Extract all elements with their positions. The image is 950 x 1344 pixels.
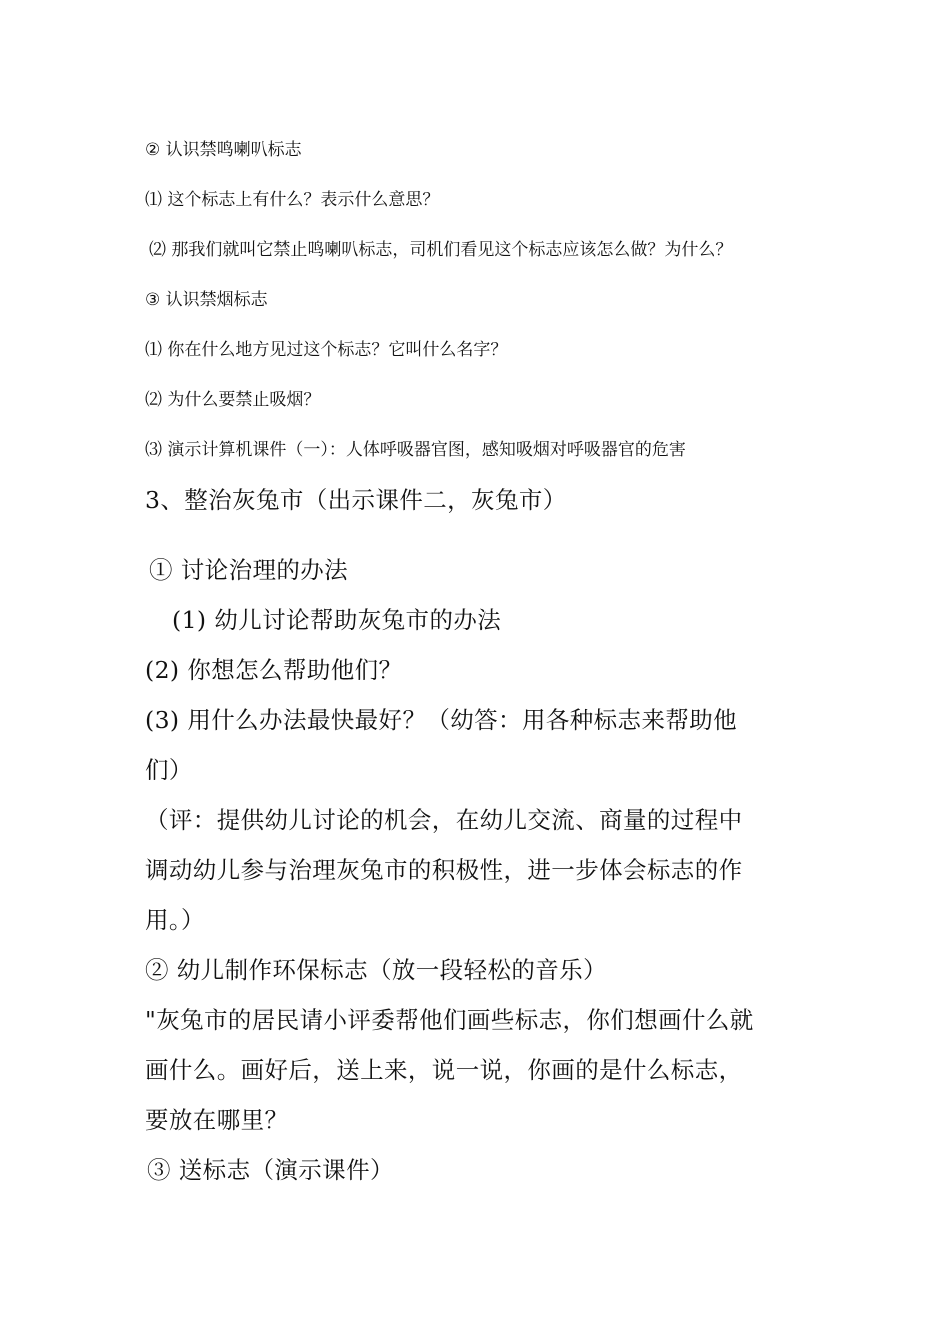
body-line: (1) 幼儿讨论帮助灰兔市的办法 — [172, 606, 502, 634]
heading-no-smoking-sign: ③ 认识禁烟标志 — [145, 290, 268, 310]
question-line: ⑴ 这个标志上有什么？表示什么意思？ — [145, 190, 440, 210]
question-line: ⑵ 为什么要禁止吸烟？ — [145, 390, 321, 410]
subsection-heading: ② 幼儿制作环保标志（放一段轻松的音乐） — [145, 956, 607, 984]
body-line: 画什么。画好后，送上来，说一说，你画的是什么标志， — [145, 1056, 743, 1084]
question-line: ⑶ 演示计算机课件（一）：人体呼吸器官图，感知吸烟对呼吸器官的危害 — [145, 440, 686, 460]
body-line: (3) 用什么办法最快最好？（幼答：用各种标志来帮助他 — [145, 706, 738, 734]
comment-line: 调动幼儿参与治理灰兔市的积极性，进一步体会标志的作 — [145, 856, 743, 884]
body-line: (2) 你想怎么帮助他们？ — [145, 656, 403, 684]
body-line: "灰兔市的居民请小评委帮他们画些标志，你们想画什么就 — [145, 1006, 754, 1034]
comment-line: 用。） — [145, 906, 205, 934]
body-line: 要放在哪里？ — [145, 1106, 289, 1134]
comment-line: （评：提供幼儿讨论的机会，在幼儿交流、商量的过程中 — [145, 806, 743, 834]
question-line: ⑴ 你在什么地方见过这个标志？它叫什么名字？ — [145, 340, 508, 360]
section-heading: 3、整治灰兔市（出示课件二，灰兔市） — [145, 486, 567, 514]
subsection-heading: ① 讨论治理的办法 — [149, 556, 349, 584]
question-line: ⑵ 那我们就叫它禁止鸣喇叭标志，司机们看见这个标志应该怎么做？为什么？ — [149, 240, 733, 260]
heading-no-horn-sign: ② 认识禁鸣喇叭标志 — [145, 140, 302, 160]
subsection-heading: ③ 送标志（演示课件） — [147, 1156, 394, 1184]
body-line: 们） — [145, 756, 193, 784]
